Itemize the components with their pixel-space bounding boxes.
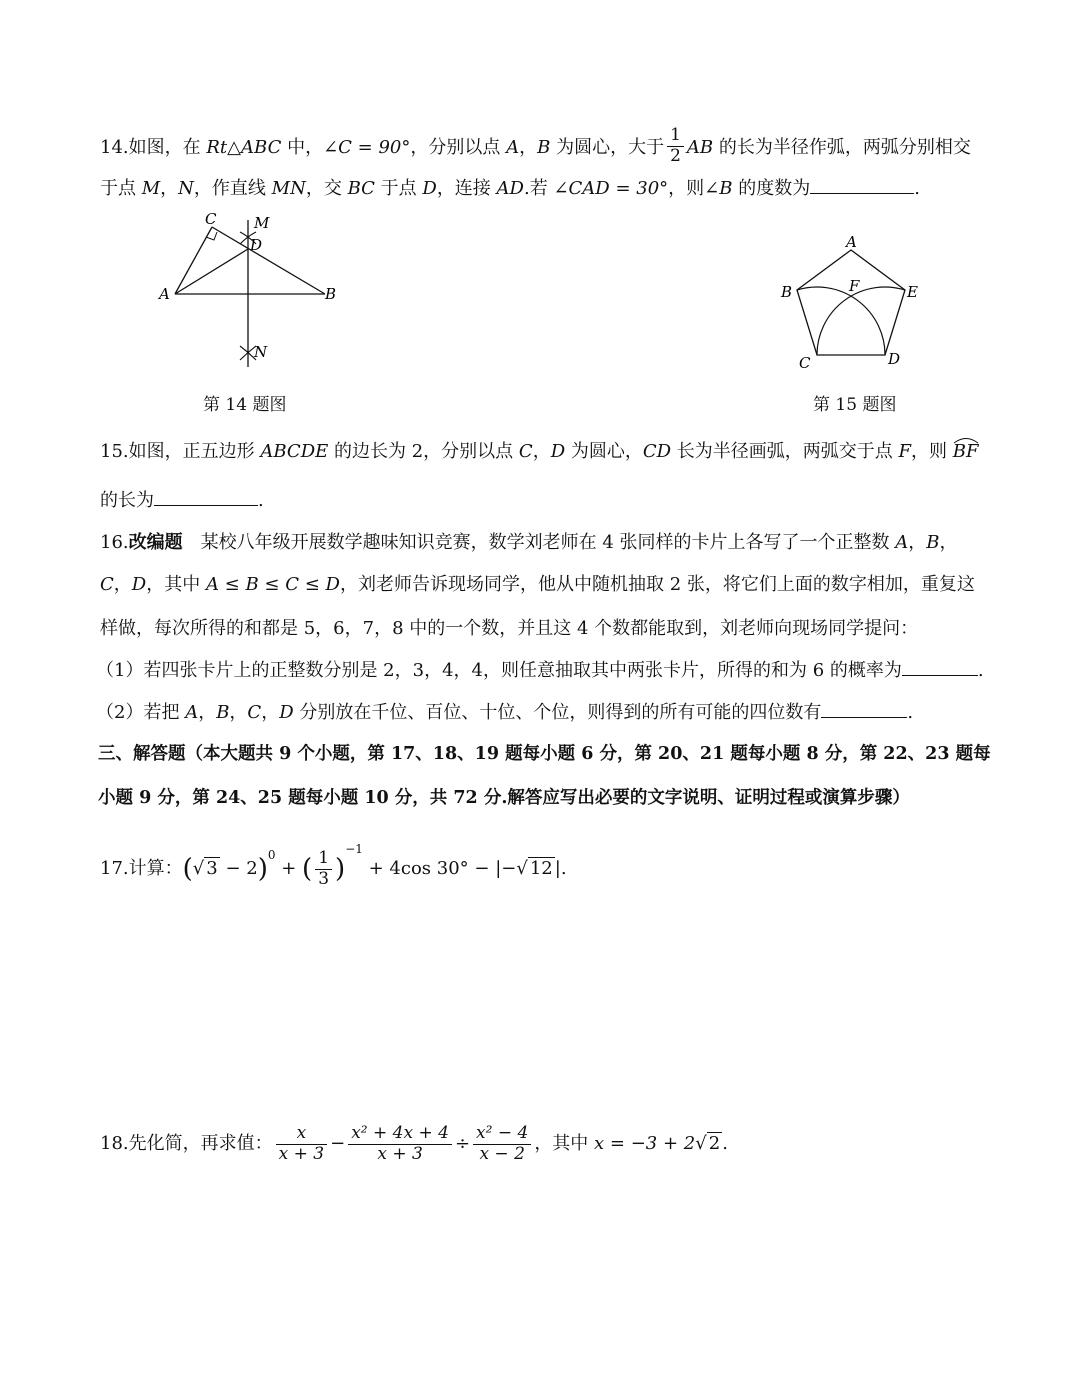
q17-term: − bbox=[501, 858, 517, 879]
q17-sqrt3 bbox=[204, 846, 219, 892]
q14-text: 的度数为 bbox=[732, 178, 811, 199]
q16-line-3 bbox=[100, 620, 918, 638]
q16-text: ， bbox=[198, 702, 217, 723]
q17-sqrt12 bbox=[528, 846, 555, 892]
fraction-numerator: x² − 4 bbox=[473, 1124, 531, 1145]
q14-point-d: D bbox=[422, 178, 437, 199]
q15-label-e: E bbox=[907, 283, 918, 301]
sqrt-icon: √ bbox=[192, 858, 205, 879]
q14-line-1 bbox=[100, 125, 971, 168]
q16-text: （2）若把 bbox=[96, 702, 186, 723]
q17-line bbox=[100, 840, 567, 892]
q17-exponent-0: 0 bbox=[267, 848, 276, 862]
radicand: 2 bbox=[708, 1133, 721, 1154]
fraction-denominator: x + 3 bbox=[278, 1143, 325, 1164]
q14-text: ，分别以点 bbox=[410, 137, 507, 159]
q16-var-b: B bbox=[926, 532, 940, 553]
q16-text: ， bbox=[229, 702, 248, 723]
q16-text: ， bbox=[261, 702, 280, 723]
fraction-numerator: x bbox=[276, 1124, 327, 1145]
q16-text: 样做，每次所得的和都是 5，6，7，8 中的一个数，并且这 4 个数都能取到，刘老师向现场同学提问： bbox=[100, 618, 919, 639]
q14-fraction bbox=[667, 126, 684, 166]
q16-text: ，刘老师告诉现场同学，他从中随机抽取 2 张，将它们上面的数字相加，重复这 bbox=[339, 574, 975, 595]
q18-number: 18. bbox=[100, 1133, 129, 1154]
fraction-denominator: 2 bbox=[670, 145, 681, 166]
q14-answer-blank[interactable] bbox=[810, 192, 914, 194]
q14-text: . bbox=[914, 178, 920, 199]
q17-text: . bbox=[560, 858, 567, 879]
q17-term: − 2 bbox=[219, 858, 258, 879]
q15-label-a: A bbox=[846, 233, 857, 251]
section-3-heading bbox=[98, 746, 991, 764]
q14-segment-ad bbox=[175, 249, 248, 294]
abs-bar-icon: | bbox=[554, 858, 561, 879]
q17-term: + 4cos 30° − bbox=[362, 858, 496, 879]
fraction-denominator: x + 3 bbox=[377, 1143, 423, 1164]
q17-number: 17. bbox=[100, 858, 129, 879]
q14-angle-cad: ∠CAD = 30° bbox=[553, 178, 669, 199]
q14-text: 的长为半径作弧，两弧分别相交 bbox=[713, 137, 971, 159]
fraction-numerator: 1 bbox=[667, 126, 684, 147]
q16-var-a: A bbox=[895, 532, 909, 553]
q16-part-2 bbox=[96, 704, 913, 722]
q14-text: 于点 bbox=[374, 178, 423, 199]
q15-label-b: B bbox=[781, 283, 793, 301]
q15-text: 为圆心， bbox=[565, 441, 643, 462]
q14-text: 于点 bbox=[100, 178, 142, 199]
q15-segment-cd: CD bbox=[642, 441, 672, 462]
q14-label-d: D bbox=[250, 236, 263, 254]
q16-text: ，其中 bbox=[146, 574, 206, 595]
q18-label: 先化简，再求值： bbox=[128, 1133, 273, 1154]
q14-figure-caption: 第 14 题图 bbox=[203, 395, 287, 415]
left-paren: ( bbox=[182, 854, 193, 884]
q16-var-d: D bbox=[279, 702, 294, 723]
q18-fraction-1 bbox=[276, 1124, 327, 1164]
q16-tag: 改编题 bbox=[128, 532, 183, 553]
q17-operator: + bbox=[275, 858, 303, 879]
radicand: 12 bbox=[529, 858, 553, 879]
section-3-heading-line-2: 小题 9 分，第 24、25 题每小题 10 分，共 72 分.解答应写出必要的文字说明、证明过程或演算步骤） bbox=[98, 788, 910, 808]
q16-text: . bbox=[977, 660, 984, 681]
q18-fraction-3 bbox=[473, 1124, 531, 1164]
q14-text: ，则 bbox=[668, 178, 705, 199]
q17-fraction bbox=[315, 849, 332, 889]
q15-text: 长为半径画弧，两弧交于点 bbox=[671, 441, 899, 462]
q14-point-m: M bbox=[141, 178, 161, 199]
q16-text: . bbox=[907, 702, 914, 723]
section-3-heading-line-1: 三、解答题（本大题共 9 个小题，第 17、18、19 题每小题 6 分，第 20、21 题每小题 8 分，第 22、23 题每 bbox=[98, 744, 991, 764]
q14-point-n: N bbox=[178, 178, 194, 199]
q15-text: ， bbox=[532, 441, 551, 462]
q15-arc-from-d bbox=[817, 287, 905, 355]
q14-label-c: C bbox=[205, 212, 217, 228]
q15-pentagon bbox=[797, 250, 905, 355]
q15-line-2 bbox=[100, 492, 264, 510]
sqrt-icon: √ bbox=[516, 858, 528, 879]
right-paren: ) bbox=[257, 854, 268, 884]
q16-part-2-text: 分别放在千位、百位、十位、个位，则得到的所有可能的四位数有 bbox=[293, 702, 822, 723]
q14-label-a: A bbox=[159, 285, 170, 303]
q16-text: 某校八年级开展数学趣味知识竞赛，数学刘老师在 4 张同样的卡片上各写了一个正整数 bbox=[182, 532, 896, 553]
q14-angle-b: ∠B bbox=[704, 178, 733, 199]
fraction-numerator: x² + 4x + 4 bbox=[348, 1124, 452, 1145]
section-3-heading-2 bbox=[98, 790, 910, 808]
q14-figure bbox=[150, 212, 350, 372]
q18-line bbox=[100, 1120, 728, 1168]
q15-point-c: C bbox=[518, 441, 533, 462]
q14-text: ， bbox=[160, 178, 179, 199]
q14-angle-c: ∠C = 90° bbox=[323, 137, 411, 159]
q14-number: 14. bbox=[100, 137, 129, 159]
q15-line-1 bbox=[100, 443, 978, 461]
q15-arc-from-c bbox=[797, 287, 885, 355]
q15-text: 的长为 bbox=[100, 490, 154, 511]
arc-symbol-icon bbox=[953, 436, 979, 444]
q14-segment-ad: AD bbox=[496, 178, 524, 199]
q18-sqrt2 bbox=[707, 1120, 722, 1168]
q14-text: ，作直线 bbox=[193, 178, 272, 199]
q18-text: ，其中 bbox=[534, 1133, 595, 1154]
q14-text: 为圆心，大于 bbox=[550, 137, 665, 159]
q16-number: 16. bbox=[100, 532, 129, 553]
q15-figure-caption: 第 15 题图 bbox=[813, 395, 897, 415]
q16-part-1-blank[interactable] bbox=[902, 674, 978, 676]
q14-label-b: B bbox=[325, 285, 337, 303]
q15-figure bbox=[775, 230, 935, 375]
q16-part-2-blank[interactable] bbox=[821, 716, 907, 718]
q16-var-c: C bbox=[247, 702, 262, 723]
q16-part-1 bbox=[96, 662, 984, 680]
fraction-numerator: 1 bbox=[315, 849, 332, 870]
q14-text: 中， bbox=[281, 137, 324, 159]
radicand: 3 bbox=[206, 858, 218, 879]
q16-inequality: A ≤ B ≤ C ≤ D bbox=[205, 574, 340, 595]
q15-arc-label: BF bbox=[952, 441, 979, 462]
q15-label-f: F bbox=[849, 277, 860, 295]
q15-pentagon-name: ABCDE bbox=[260, 441, 329, 462]
q15-arc-bf bbox=[953, 443, 979, 461]
q18-operator: ÷ bbox=[454, 1133, 471, 1154]
left-paren: ( bbox=[302, 854, 313, 884]
q15-text: 如图，正五边形 bbox=[128, 441, 261, 462]
q14-label-n: N bbox=[254, 343, 268, 361]
q14-label-m: M bbox=[254, 214, 270, 232]
q14-text: ， bbox=[519, 137, 538, 159]
right-paren: ) bbox=[335, 854, 346, 884]
q15-label-d: D bbox=[888, 350, 901, 368]
q14-text: .若 bbox=[523, 178, 554, 199]
q15-answer-blank[interactable] bbox=[154, 504, 258, 506]
q15-point-f: F bbox=[898, 441, 912, 462]
q14-line-2 bbox=[100, 180, 920, 198]
q16-var-b: B bbox=[216, 702, 230, 723]
q14-segment-bc: BC bbox=[347, 178, 375, 199]
q16-line-2 bbox=[100, 576, 975, 594]
q16-var-a: A bbox=[185, 702, 199, 723]
q15-text: 的边长为 2，分别以点 bbox=[328, 441, 519, 462]
q14-text: ，连接 bbox=[436, 178, 497, 199]
q16-var-d: D bbox=[131, 574, 147, 595]
q14-text: 如图，在 bbox=[128, 137, 207, 159]
q14-text: ，交 bbox=[305, 178, 348, 199]
q16-part-1-text: （1）若四张卡片上的正整数分别是 2，3，4，4，则任意抽取其中两张卡片，所得的和为 6 的概率为 bbox=[96, 660, 902, 681]
q17-label: 计算： bbox=[128, 858, 183, 879]
q18-x-value: x = −3 + 2 bbox=[594, 1133, 696, 1154]
q15-text: ，则 bbox=[911, 441, 953, 462]
q18-operator: − bbox=[330, 1133, 346, 1154]
q14-point-b: B bbox=[537, 137, 551, 159]
q16-line-1 bbox=[100, 534, 958, 552]
q18-text: . bbox=[722, 1133, 728, 1154]
q15-point-d: D bbox=[550, 441, 566, 462]
q16-text: ， bbox=[908, 532, 927, 553]
q17-exponent-neg1: −1 bbox=[345, 842, 363, 856]
q16-text: ， bbox=[113, 574, 132, 595]
q15-label-c: C bbox=[799, 354, 811, 372]
fraction-denominator: 3 bbox=[318, 868, 330, 889]
sqrt-icon: √ bbox=[695, 1133, 707, 1154]
abs-bar-icon: | bbox=[495, 858, 502, 879]
fraction-denominator: x − 2 bbox=[479, 1143, 525, 1164]
q14-line-mn: MN bbox=[271, 178, 306, 199]
q14-segment-ab: AB bbox=[686, 137, 714, 159]
q15-number: 15. bbox=[100, 441, 129, 462]
q14-point-a: A bbox=[506, 137, 520, 159]
q14-triangle: Rt△ABC bbox=[206, 137, 282, 159]
q15-text: . bbox=[258, 490, 264, 511]
q16-text: ， bbox=[939, 532, 958, 553]
q18-fraction-2 bbox=[348, 1124, 452, 1164]
q16-var-c: C bbox=[100, 574, 114, 595]
